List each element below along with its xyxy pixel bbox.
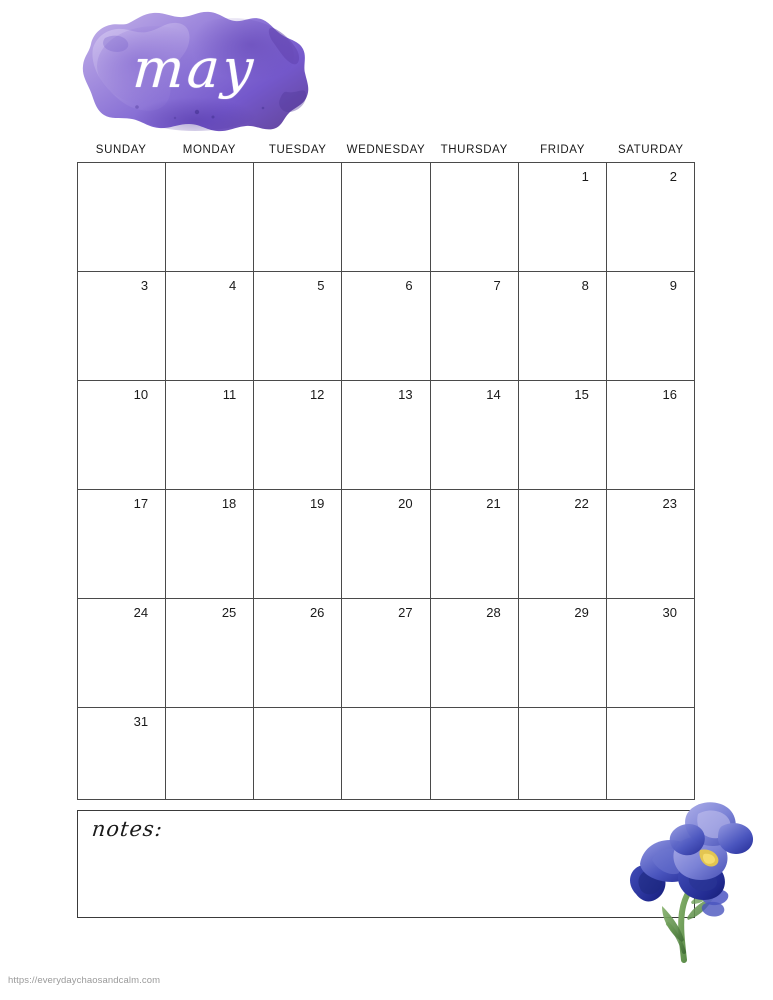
day-cell[interactable] (431, 163, 519, 272)
day-number: 16 (662, 387, 677, 402)
day-number: 9 (669, 278, 677, 293)
day-cell[interactable] (342, 381, 430, 490)
weekday-header-saturday: SATURDAY (617, 144, 684, 156)
day-number: 3 (140, 278, 149, 293)
day-number: 19 (309, 496, 325, 511)
day-cell[interactable] (431, 490, 519, 599)
weekday-header-sunday: SUNDAY (95, 144, 147, 156)
day-cell[interactable] (607, 599, 695, 708)
day-cell[interactable] (342, 272, 430, 381)
weekday-header-thursday: THURSDAY (440, 144, 508, 156)
day-number: 21 (486, 496, 501, 511)
calendar-grid (77, 162, 695, 800)
day-cell[interactable] (519, 599, 607, 708)
day-number: 2 (669, 169, 677, 184)
weekday-header-wednesday: WEDNESDAY (346, 144, 426, 156)
day-cell[interactable] (78, 599, 166, 708)
day-number: 4 (229, 278, 237, 293)
day-cell[interactable] (254, 490, 342, 599)
day-cell[interactable] (431, 708, 519, 800)
day-cell[interactable] (254, 708, 342, 800)
day-cell[interactable] (519, 272, 607, 381)
calendar-week-5 (78, 599, 695, 708)
day-cell[interactable] (519, 490, 607, 599)
day-cell[interactable] (519, 163, 607, 272)
day-number: 30 (662, 605, 677, 620)
day-cell[interactable] (431, 272, 519, 381)
day-cell[interactable] (166, 381, 254, 490)
notes-box[interactable] (77, 810, 695, 918)
day-number: 23 (662, 496, 677, 511)
day-number: 12 (309, 387, 325, 402)
weekday-header-row (77, 140, 695, 160)
day-cell[interactable] (607, 272, 695, 381)
footer-url[interactable]: https://everydaychaosandcalm.com (8, 975, 161, 986)
day-number: 25 (221, 605, 237, 620)
day-cell[interactable] (166, 272, 254, 381)
day-number: 14 (486, 387, 501, 402)
day-cell[interactable] (342, 708, 430, 800)
calendar-week-2 (78, 272, 695, 381)
calendar-week-4 (78, 490, 695, 599)
day-cell[interactable] (342, 599, 430, 708)
weekday-header-monday: MONDAY (182, 144, 237, 156)
day-number: 31 (133, 714, 149, 729)
day-number: 28 (486, 605, 501, 620)
day-cell[interactable] (78, 163, 166, 272)
day-number: 5 (317, 278, 325, 293)
day-number: 11 (222, 387, 237, 402)
day-number: 27 (398, 605, 413, 620)
day-number: 6 (405, 278, 413, 293)
day-cell[interactable] (607, 163, 695, 272)
day-cell[interactable] (254, 381, 342, 490)
day-cell[interactable] (607, 708, 695, 800)
day-cell[interactable] (431, 381, 519, 490)
day-cell[interactable] (78, 272, 166, 381)
day-number: 18 (221, 496, 237, 511)
month-title-text: may (130, 37, 258, 100)
day-number: 26 (309, 605, 325, 620)
day-cell[interactable] (166, 599, 254, 708)
notes-label: notes: (90, 817, 165, 841)
day-number: 7 (493, 278, 501, 293)
day-number: 29 (574, 605, 589, 620)
weekday-header-tuesday: TUESDAY (268, 144, 327, 156)
calendar-week-6 (78, 708, 695, 800)
day-cell[interactable] (78, 381, 166, 490)
day-number: 15 (574, 387, 589, 402)
day-cell[interactable] (607, 381, 695, 490)
month-banner (77, 8, 311, 134)
day-number: 22 (574, 496, 589, 511)
day-number: 20 (398, 496, 413, 511)
day-cell[interactable] (342, 490, 430, 599)
day-cell[interactable] (78, 708, 166, 800)
day-cell[interactable] (166, 163, 254, 272)
day-number: 17 (133, 496, 149, 511)
day-cell[interactable] (166, 490, 254, 599)
day-cell[interactable] (519, 708, 607, 800)
day-number: 13 (398, 387, 413, 402)
day-number: 8 (581, 278, 589, 293)
day-cell[interactable] (519, 381, 607, 490)
day-cell[interactable] (431, 599, 519, 708)
day-number: 10 (133, 387, 149, 402)
calendar-week-1 (78, 163, 695, 272)
day-cell[interactable] (254, 599, 342, 708)
day-cell[interactable] (254, 272, 342, 381)
day-cell[interactable] (78, 490, 166, 599)
day-cell[interactable] (607, 490, 695, 599)
calendar-week-3 (78, 381, 695, 490)
day-cell[interactable] (254, 163, 342, 272)
day-cell[interactable] (342, 163, 430, 272)
day-cell[interactable] (166, 708, 254, 800)
day-number: 1 (581, 169, 589, 184)
day-number: 24 (133, 605, 149, 620)
weekday-header-friday: FRIDAY (540, 144, 585, 156)
